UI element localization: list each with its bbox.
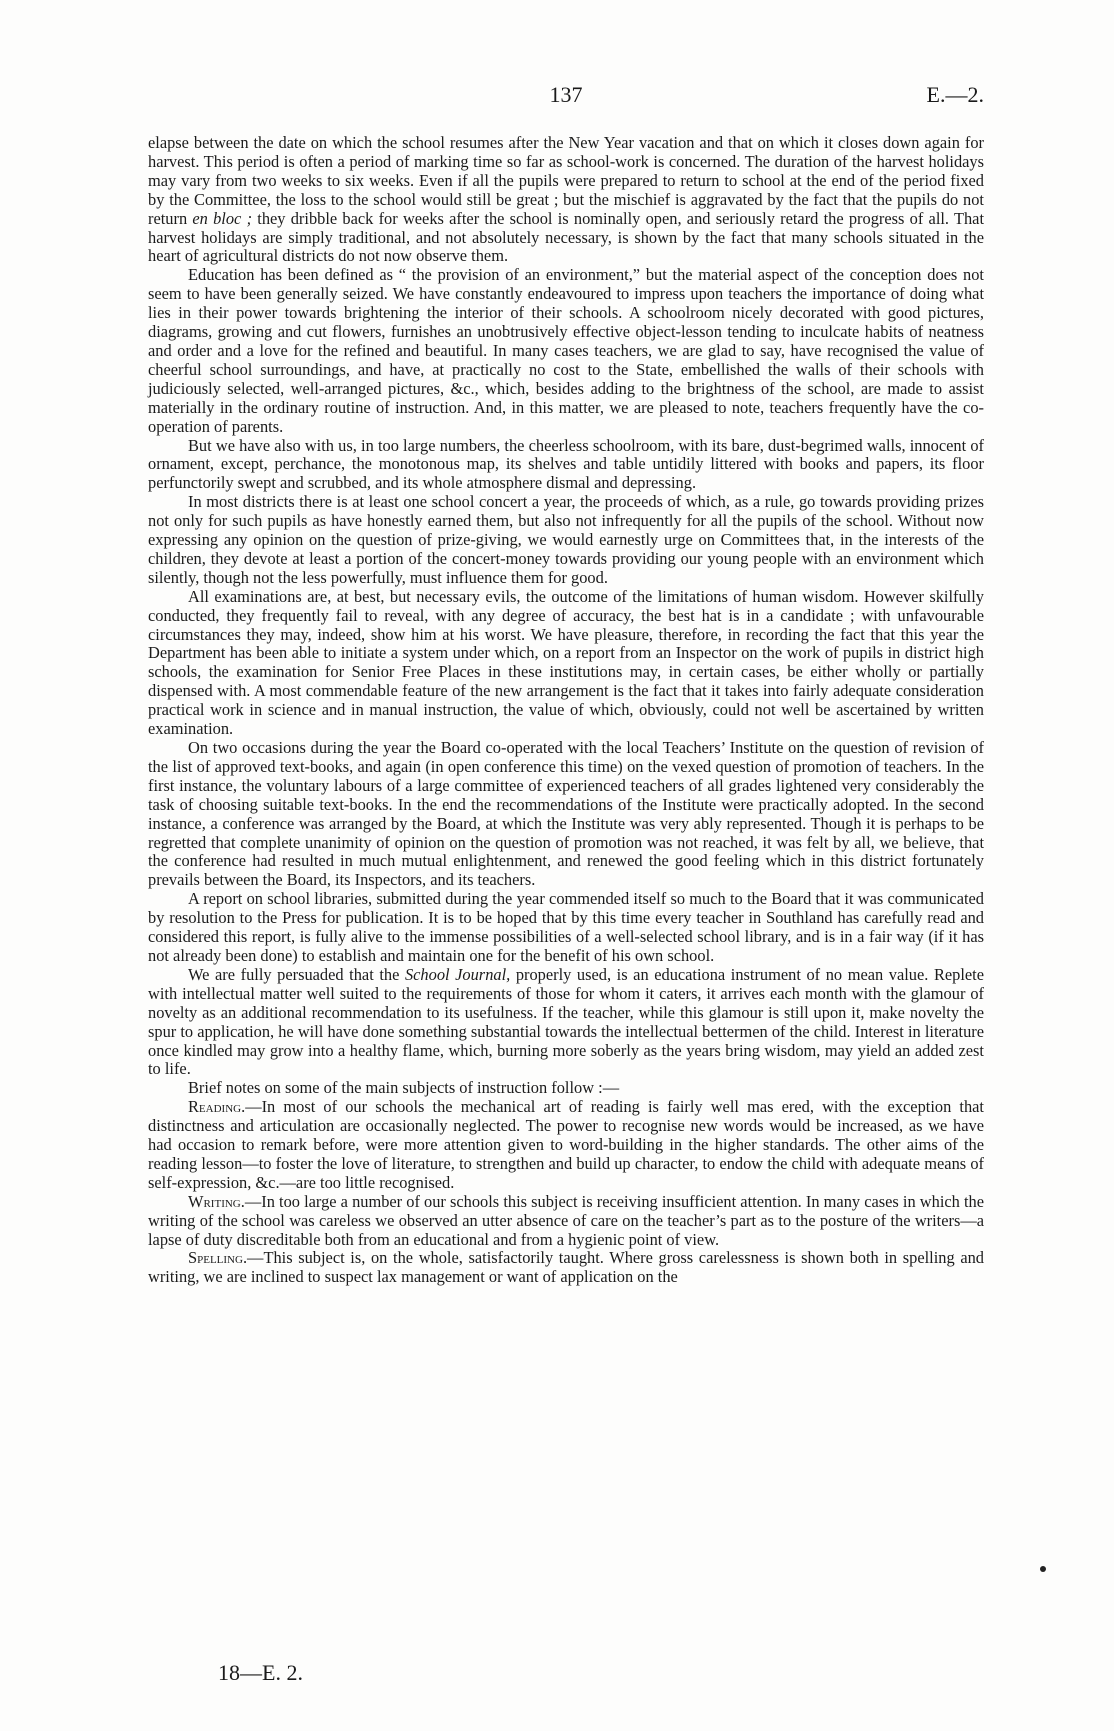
paragraph-harvest-holidays: elapse between the date on which the school resumes after the New Year vacation and that on which it closes down again for harvest. This period is often a period of marking time so far as school-work is concerned. The duration of the harvest holidays may vary from two weeks to six weeks. Even if all the pupils were prepared to return to school at the end of the period fixed by the Committee, the loss to the school would still be great ; but the mischief is aggravated by the fact that the pupils do not return en bloc ; they dribble back for weeks after the school is nominally open, and seriously retard the progress of all. That harvest holidays are simply traditional, and not absolutely necessary, is shown by the fact that many schools situated in the heart of agricultural districts do not now observe them.: [148, 133, 985, 266]
section-heading-spelling: Spelling.: [188, 1248, 248, 1268]
italic-phrase: en bloc ;: [192, 208, 253, 228]
body-text: [148, 134, 984, 1287]
italic-title: School Journal,: [404, 964, 511, 984]
paragraph-school-concert: In most districts there is at least one school concert a year, the proceeds of which, as a rule, go towards providing prizes not only for such pupils as have honestly earned them, but also not infrequently for all the pupils of the school. Without now expressing any opinion on the question of prize-giving, we would earnestly urge on Committees that, in the interests of the children, they devote at least a portion of the concert-money towards providing our young people with an environment which silently, though not the less powerfully, must influence them for good.: [148, 492, 984, 587]
paragraph-cheerless-schoolroom: But we have also with us, in too large numbers, the cheerless schoolroom, with its bare, dust-begrimed walls, innocent of ornament, except, perchance, the monotonous map, its shelves and table untidily littered with books and papers, its floor perfunctorily swept and scrubbed, and its whole atmosphere dismal and depressing.: [148, 435, 984, 493]
section-heading-reading: Reading.: [188, 1097, 246, 1117]
paragraph-teachers-institute: On two occasions during the year the Board co-operated with the local Teachers’ Institute on the question of revision of the list of approved text-books, and again (in open conference this time) on the vexed question of promotion of teachers. In the first instance, the voluntary labours of a large committee of experienced teachers of all grades lightened very considerably the task of choosing suitable text-books. In the end the recommendations of the Institute were practically adopted. In the second instance, a conference was arranged by the Board, at which the Institute was very ably represented. Though it is perhaps to be regretted that complete unanimity of opinion on the question of promotion was not reached, it was felt by all, we believe, that the conference had resulted in much mutual enlightenment, and renewed the good feeling which in this district fortunately prevails between the Board, its Inspectors, and its teachers.: [148, 738, 984, 890]
margin-dot: [1040, 1566, 1046, 1572]
paragraph-reading: Reading.—In most of our schools the mechanical art of reading is fairly well mas ered, with the exception that distinctness and articulation are occasionally neglected. The power to recognise new words would be increased, as we have had occasion to remark before, were more attention given to word-building in the higher standards. The other aims of the reading lesson—to foster the love of literature, to strengthen and build up character, to endow the child with adequate means of self-expression, &c.—are too little recognised.: [148, 1097, 984, 1192]
section-heading-writing: Writing.: [188, 1191, 245, 1211]
running-header: [148, 82, 984, 112]
paragraph-environment: Education has been defined as “ the provision of an environment,” but the material aspect of the conception does not seem to have been generally seized. We have constantly endeavoured to impress upon teachers the importance of doing what lies in their power towards brightening the interior of their schools. A schoolroom nicely decorated with good pictures, diagrams, growing and cut flowers, furnishes an unobtrusively effective object-lesson tending to inculcate habits of neatness and order and a love for the refined and beautiful. In many cases teachers, we are glad to say, have recognised the value of cheerful school surroundings, and have, at practically no cost to the State, embellished the walls of their schools with judiciously selected, well-arranged pictures, &c., which, besides adding to the brightness of the school, are made to assist materially in the ordinary routine of instruction. And, in this matter, we are pleased to note, teachers frequently have the co-operation of parents.: [148, 265, 984, 436]
paragraph-school-journal: We are fully persuaded that the School Journal, properly used, is an educationa instrument of no mean value. Replete with intellectual matter well suited to the requirements of those for whom it caters, it arrives each month with the glamour of novelty as an additional recommendation to its usefulness. If the teacher, while this glamour is still upon it, make novelty the spur to application, he will have done something substantial towards the intellectual bettermen of the child. Interest in literature once kindled may grow into a healthy flame, which, burning more soberly as the years bring wisdom, may yield an added zest to life.: [148, 964, 985, 1079]
paragraph-examinations: All examinations are, at best, but necessary evils, the outcome of the limitations of human wisdom. However skilfully conducted, they frequently fail to reveal, with any degree of accuracy, the best hat is in a candidate ; with unfavourable circumstances they may, indeed, show him at his worst. We have pleasure, therefore, in recording the fact that this year the Department has been able to initiate a system under which, on a report from an Inspector on the work of pupils in district high schools, the examination for Senior Free Places in these institutions may, in certain cases, be either wholly or partially dispensed with. A most commendable feature of the new arrangement is the fact that it takes into fairly adequate consideration practical work in science and in manual instruction, the value of which, obviously, could not well be ascertained by written examination.: [148, 586, 984, 739]
signature-mark: 18—E. 2.: [218, 1660, 303, 1685]
page-number: 137: [549, 82, 583, 107]
paragraph-spelling: Spelling.—This subject is, on the whole, satisfactorily taught. Where gross carelessness is shown both in spelling and writing, we are inclined to suspect lax management or want of application on the: [148, 1248, 984, 1287]
paragraph-school-libraries: A report on school libraries, submitted during the year commended itself so much to the Board that it was communicated by resolution to the Press for publication. It is to be hoped that by this time every teacher in Southland has carefully read and considered this report, is fully alive to the immense possibilities of a well-selected school library, and is in a fair way (if it has not already been done) to establish and maintain one for the benefit of his own school.: [148, 889, 984, 965]
paragraph-brief-notes: Brief notes on some of the main subjects of instruction follow :—: [188, 1078, 620, 1098]
document-reference: E.—2.: [926, 82, 984, 107]
paragraph-writing: Writing.—In too large a number of our schools this subject is receiving insufficient attention. In many cases in which the writing of the school was careless we observed an utter absence of care on the teacher’s part as to the posture of the writers—a lapse of duty discreditable both from an educational and from a hygienic point of view.: [148, 1191, 984, 1249]
